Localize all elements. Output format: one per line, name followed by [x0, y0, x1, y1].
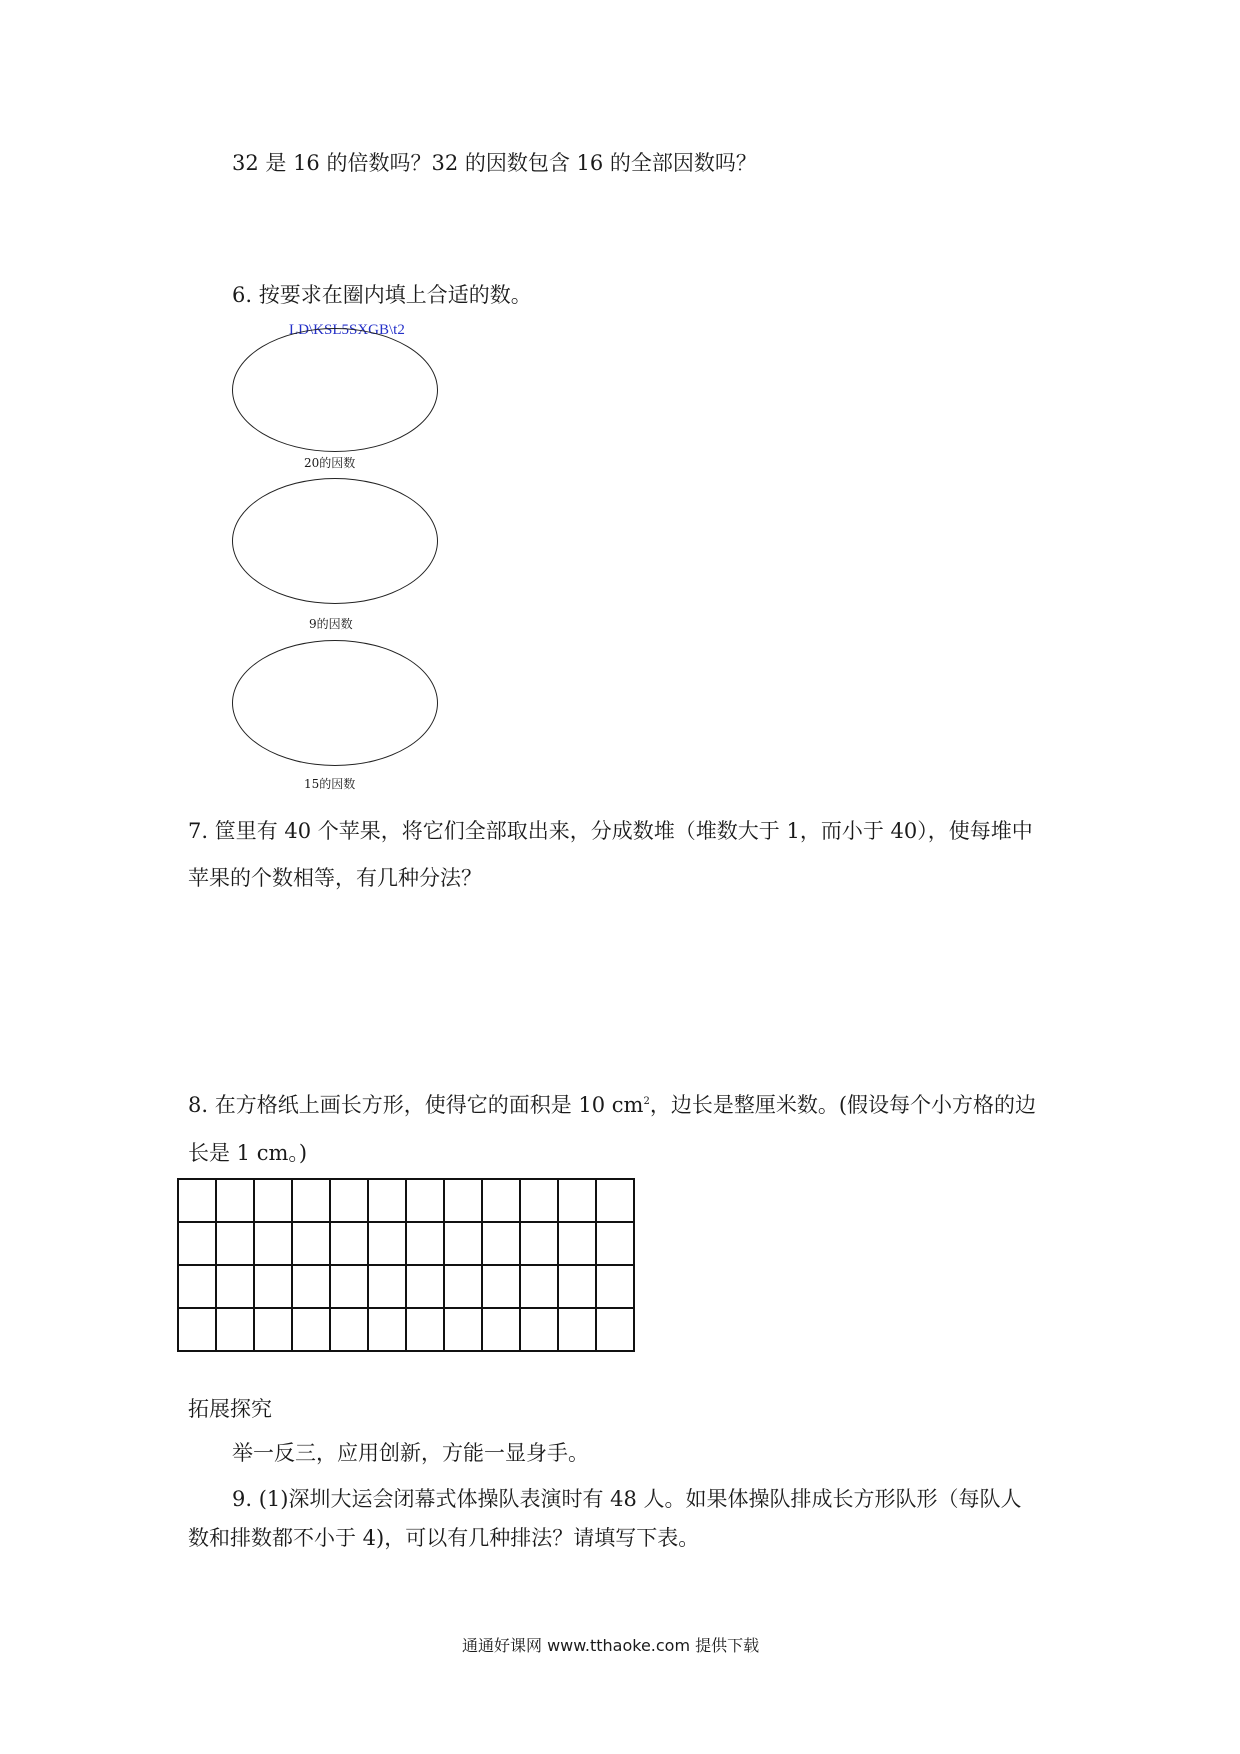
- watermark-code: LD\KSL5SXGB\t2: [289, 322, 405, 338]
- grid-cell[interactable]: [596, 1308, 634, 1351]
- circle-label-9: 9的因数: [309, 617, 353, 631]
- grid-cell[interactable]: [520, 1308, 558, 1351]
- grid-cell[interactable]: [178, 1308, 216, 1351]
- grid-cell[interactable]: [520, 1179, 558, 1222]
- grid-cell[interactable]: [520, 1265, 558, 1308]
- grid-cell[interactable]: [406, 1308, 444, 1351]
- grid-row: [178, 1308, 634, 1351]
- grid-cell[interactable]: [482, 1179, 520, 1222]
- grid-cell[interactable]: [254, 1222, 292, 1265]
- grid-row: [178, 1179, 634, 1222]
- q7-line-2: 苹果的个数相等，有几种分法？: [188, 866, 482, 890]
- q7-line-1: 7. 筐里有 40 个苹果，将它们全部取出来，分成数堆（堆数大于 1，而小于 40），使每堆中: [188, 819, 1033, 843]
- grid-cell[interactable]: [444, 1308, 482, 1351]
- q9-line-1: 9. (1)深圳大运会闭幕式体操队表演时有 48 人。如果体操队排成长方形队形（每队人: [232, 1487, 1022, 1511]
- grid-cell[interactable]: [178, 1265, 216, 1308]
- grid-cell[interactable]: [482, 1308, 520, 1351]
- grid-cell[interactable]: [292, 1308, 330, 1351]
- grid-cell[interactable]: [368, 1265, 406, 1308]
- q5-question-text: 32 是 16 的倍数吗？32 的因数包含 16 的全部因数吗？: [232, 151, 757, 175]
- grid-cell[interactable]: [368, 1179, 406, 1222]
- grid-cell[interactable]: [216, 1308, 254, 1351]
- grid-cell[interactable]: [330, 1179, 368, 1222]
- grid-cell[interactable]: [520, 1222, 558, 1265]
- q8-line-1-rest: ，边长是整厘米数。(假设每个小方格的边: [649, 1093, 1037, 1117]
- grid-cell[interactable]: [406, 1265, 444, 1308]
- grid-cell[interactable]: [444, 1265, 482, 1308]
- grid-cell[interactable]: [368, 1222, 406, 1265]
- grid-cell[interactable]: [330, 1308, 368, 1351]
- grid-cell[interactable]: [330, 1222, 368, 1265]
- grid-cell[interactable]: [596, 1222, 634, 1265]
- q8-line-1: [188, 1090, 1036, 1120]
- grid-cell[interactable]: [558, 1308, 596, 1351]
- circle-label-20: 20的因数: [304, 456, 356, 470]
- grid-cell[interactable]: [254, 1265, 292, 1308]
- grid-cell[interactable]: [216, 1265, 254, 1308]
- grid-cell[interactable]: [216, 1179, 254, 1222]
- q9-line-2: 数和排数都不小于 4)，可以有几种排法？请填写下表。: [188, 1526, 700, 1550]
- grid-cell[interactable]: [254, 1308, 292, 1351]
- grid-cell[interactable]: [596, 1265, 634, 1308]
- square-grid-paper[interactable]: [177, 1178, 635, 1352]
- grid-cell[interactable]: [368, 1308, 406, 1351]
- grid-cell[interactable]: [596, 1179, 634, 1222]
- grid-cell[interactable]: [178, 1222, 216, 1265]
- grid-cell[interactable]: [216, 1222, 254, 1265]
- grid-cell[interactable]: [444, 1179, 482, 1222]
- squared-superscript: 2: [643, 1096, 650, 1107]
- grid-row: [178, 1265, 634, 1308]
- answer-circle-15[interactable]: [232, 640, 438, 766]
- grid-cell[interactable]: [292, 1265, 330, 1308]
- grid-cell[interactable]: [330, 1265, 368, 1308]
- grid-cell[interactable]: [406, 1179, 444, 1222]
- q8-line-1-text: 8. 在方格纸上画长方形，使得它的面积是 10 cm: [188, 1093, 644, 1117]
- answer-circle-9[interactable]: [232, 478, 438, 604]
- section-heading-extension: 拓展探究: [188, 1397, 272, 1421]
- answer-circle-20[interactable]: [232, 328, 438, 452]
- grid-cell[interactable]: [178, 1179, 216, 1222]
- q6-question-text: 6. 按要求在圈内填上合适的数。: [232, 283, 532, 307]
- grid-cell[interactable]: [482, 1265, 520, 1308]
- grid-cell[interactable]: [406, 1222, 444, 1265]
- grid-cell[interactable]: [558, 1265, 596, 1308]
- grid-cell[interactable]: [482, 1222, 520, 1265]
- grid-cell[interactable]: [254, 1179, 292, 1222]
- q8-line-2: 长是 1 cm。): [188, 1141, 308, 1165]
- circle-label-15: 15的因数: [304, 777, 356, 791]
- extension-motto: 举一反三，应用创新，方能一显身手。: [232, 1441, 589, 1465]
- grid-cell[interactable]: [558, 1179, 596, 1222]
- page-footer: 通通好课网 www.tthaoke.com 提供下载: [462, 1636, 760, 1655]
- grid-cell[interactable]: [444, 1222, 482, 1265]
- grid-cell[interactable]: [558, 1222, 596, 1265]
- grid-cell[interactable]: [292, 1179, 330, 1222]
- grid-row: [178, 1222, 634, 1265]
- grid-cell[interactable]: [292, 1222, 330, 1265]
